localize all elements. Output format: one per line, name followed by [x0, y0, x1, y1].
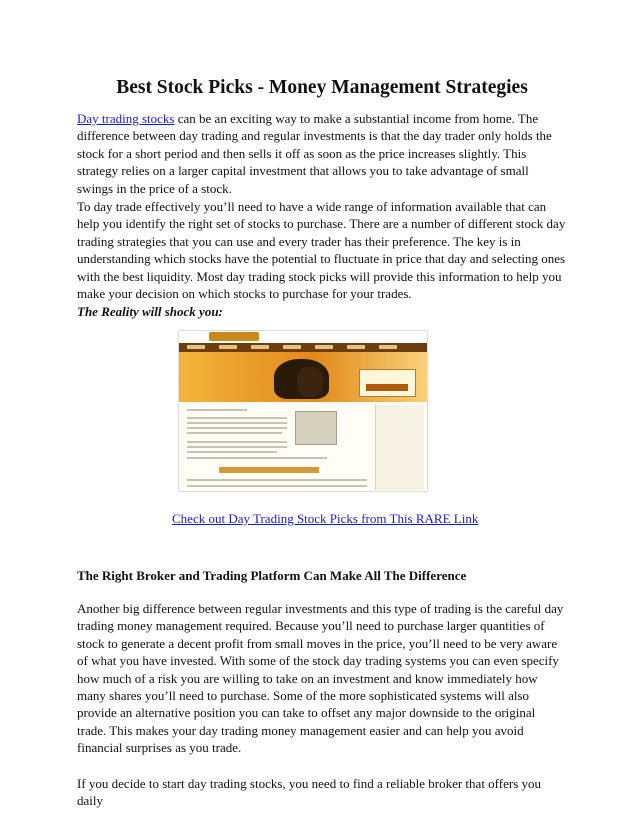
intro-text: can be an exciting way to make a substantial income from home. The difference between day trading and regular investments is that the day trader only holds the stock for a short period and then sells it off as soon as the price increases slightly. This strategy relies on a larger capital investment that allows you to take advantage of small swings in the price of a stock. — [77, 111, 552, 196]
paragraph-money-management: Another big difference between regular investments and this type of trading is the careful day trading money management required. Because you’ll need to purchase larger quantities of stock to generate a decent profit from small moves in the price, you’ll need to be very aware of what you have invested. With some of the stock day trading systems you can even specify how much of a risk you are willing to take on an investment and know immediately how many shares you’ll need to purchase. Some of the more sophisticated systems will also provide an alternative position you can take to offset any major downside to the original trade. This makes your day trading money management easier and can help you avoid financial surprises as you trade. — [77, 601, 564, 756]
section-heading: The Right Broker and Trading Platform Can Make All The Difference — [77, 568, 467, 583]
screenshot-thumbnail — [295, 411, 337, 445]
page-title: Best Stock Picks - Money Management Strategies — [116, 77, 528, 98]
paragraph-broker: If you decide to start day trading stocks, you need to find a reliable broker that offers you daily — [77, 776, 542, 809]
day-trading-stocks-link[interactable]: Day trading stocks — [77, 111, 175, 126]
stock-picks-link[interactable]: Check out Day Trading Stock Picks from This RARE Link — [172, 511, 479, 526]
screenshot-sidebar — [375, 405, 424, 490]
screenshot-header — [179, 331, 427, 343]
intro-paragraph — [77, 110, 567, 197]
screenshot-nav — [179, 343, 427, 352]
paragraph-information: To day trade effectively you’ll need to have a wide range of information available that can help you identify the right set of stocks to purchase. There are a number of different stock day trading strategies that you can use and every trader has their preference. The key is in understanding which stocks have the potential to fluctuate in price that day and selecting ones with the best liquidity. Most day trading stock picks will provide this information to help you make your decision on which stocks to purchase for your trades. — [77, 199, 566, 302]
callout-text: The Reality will shock you: — [77, 304, 223, 319]
screenshot-logo — [209, 332, 259, 341]
screenshot-cta — [359, 369, 416, 397]
bear-silhouette — [297, 367, 323, 397]
website-screenshot-image[interactable] — [178, 330, 428, 492]
screenshot-button — [219, 467, 319, 473]
